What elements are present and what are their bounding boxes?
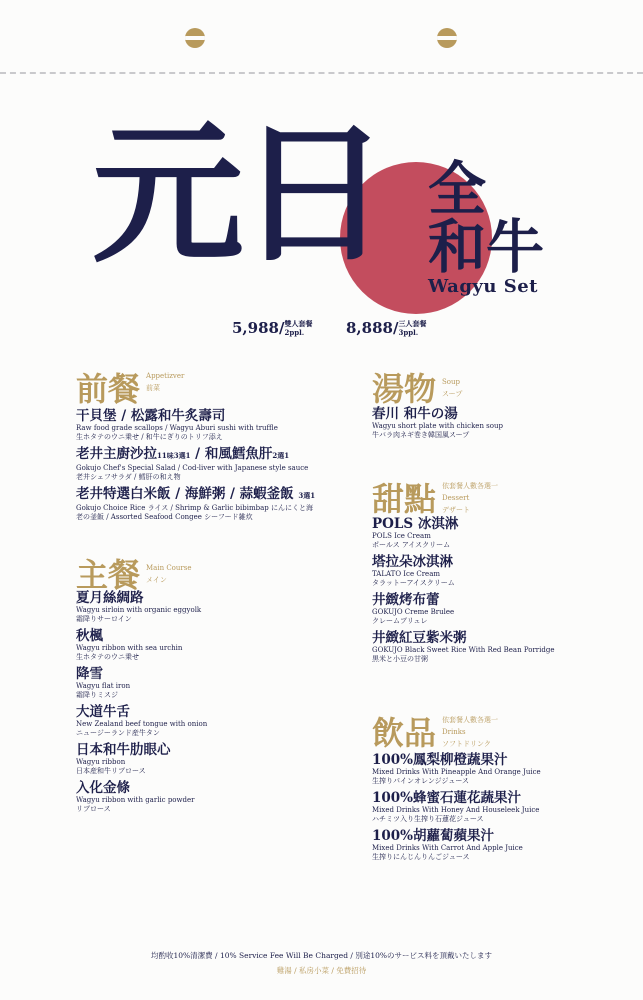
item-name: 夏月絲綢路	[76, 590, 144, 606]
list-item	[76, 486, 315, 522]
section-header-drinks	[372, 708, 498, 754]
section-title: 飲品	[372, 714, 437, 752]
section-en-label: Soup	[442, 378, 461, 386]
item-name: 塔拉朵冰淇淋	[372, 554, 453, 570]
section-en-label: Appetizver	[146, 372, 185, 380]
list-item	[372, 516, 555, 550]
list-item	[372, 592, 555, 626]
price-amount: 5,988/	[232, 319, 285, 337]
section-jp-label: スープ	[442, 390, 463, 398]
section-en-label: Dessert	[442, 494, 470, 502]
section-en	[146, 370, 184, 394]
item-desc-jp: 老の釜飯 / Assorted Seafood Congee シーフード雑炊	[76, 513, 253, 521]
item-desc-en: Wagyu flat iron	[76, 682, 131, 690]
section-title: 甜點	[372, 480, 437, 518]
section-en	[442, 714, 498, 750]
item-desc-jp: タラットーアイスクリーム	[372, 579, 455, 587]
item-desc-en: New Zealand beef tongue with onion	[76, 720, 208, 728]
item-name: 入化金條	[76, 780, 130, 796]
section-jp-label: 前菜	[146, 384, 161, 392]
main-title: 元日	[92, 104, 384, 283]
item-desc-jp: クレームブリュレ	[372, 617, 428, 625]
section-header-dessert	[372, 474, 498, 520]
section-en-label: Main Course	[146, 564, 192, 572]
item-desc-jp: 日本産和牛リブロース	[76, 767, 146, 775]
section-title: 前餐	[76, 370, 141, 408]
list-item	[372, 752, 541, 786]
item-desc-jp: 生搾りにんじんりんごジュース	[372, 853, 470, 861]
list-item	[76, 666, 207, 700]
item-name: 降雪	[76, 666, 103, 682]
list-item	[372, 790, 541, 824]
price-unit	[284, 319, 312, 337]
item-desc-jp: ニュージーランド産牛タン	[76, 729, 160, 737]
section-jp-label: ソフトドリンク	[442, 740, 491, 748]
list-item	[76, 628, 207, 662]
item-desc-jp: 霜降りサーロイン	[76, 615, 132, 623]
sub-title	[428, 155, 545, 281]
item-desc-en: Raw food grade scallops / Wagyu Aburi sushi with truffle	[76, 424, 278, 432]
hanger-dot-left	[185, 28, 205, 48]
item-desc-jp: ポールス アイスクリーム	[372, 541, 451, 549]
item-desc-en: Mixed Drinks With Carrot And Apple Juice	[372, 844, 523, 852]
price-label-en: 2ppl.	[284, 328, 305, 337]
item-desc-jp: 生搾りパインオレンジジュース	[372, 777, 469, 785]
dessert-list	[372, 516, 555, 668]
item-name: 100%胡蘿蔔蘋果汁	[372, 828, 495, 844]
item-desc-jp: 生ホタテのウニ乗せ	[76, 653, 139, 661]
item-desc-en: GOKUJO Creme Brulee	[372, 608, 455, 616]
item-desc-jp: 黒米と小豆の甘粥	[372, 655, 428, 663]
item-desc-en: TALATO Ice Cream	[372, 570, 441, 578]
list-item	[372, 630, 555, 664]
list-item	[76, 742, 207, 776]
section-note-label: 依套餐人數各選一	[442, 716, 499, 724]
item-name: 春川 和牛の湯	[372, 406, 458, 422]
list-item	[372, 828, 541, 862]
item-name-part1: 老井特選白米飯 / 海鮮粥 / 蒜蝦釜飯	[76, 486, 294, 502]
footer-service-fee: 均酌收10%清潔費 / 10% Service Fee Will Be Charged / 別途10%のサービス料を頂戴いたします	[150, 951, 492, 960]
footer-complimentary: 雞湯 / 私房小菜 / 免費招待	[276, 966, 367, 975]
item-desc-jp: 生ホタテのウニ乗せ / 和牛にぎりのトリフ添え	[76, 433, 223, 441]
drinks-list	[372, 752, 541, 866]
section-title: 湯物	[372, 370, 437, 408]
item-desc-en: GOKUJO Black Sweet Rice With Red Bean Porridge	[372, 646, 555, 654]
english-title: Wagyu Set	[428, 276, 538, 297]
list-item	[372, 406, 503, 440]
item-desc-en: Gokujo Choice Rice ライス / Shrimp & Garlic bibimbap にんにくと海	[76, 504, 313, 512]
section-header-soup	[372, 364, 462, 410]
price-unit	[398, 319, 426, 337]
item-desc-en: Wagyu ribbon with garlic powder	[76, 796, 195, 804]
item-name: 井緻紅豆紫米粥	[372, 630, 467, 646]
item-desc-jp: 老井シェフサラダ / 鱈肝の和え物	[76, 473, 181, 481]
price-label-en: 3ppl.	[398, 328, 419, 337]
item-desc-en: Mixed Drinks With Pineapple And Orange Juice	[372, 768, 541, 776]
item-name-part1: 老井主廚沙拉	[76, 446, 157, 462]
section-en	[442, 376, 462, 400]
section-jp-label: メイン	[146, 576, 167, 584]
item-name-part2: / 和風鱈魚肝	[190, 446, 273, 462]
item-name	[76, 446, 315, 464]
dashed-divider	[0, 72, 643, 74]
list-item	[372, 554, 555, 588]
item-note: 11味3選1	[157, 451, 191, 460]
item-desc-en: Wagyu sirloin with organic eggyolk	[76, 606, 202, 614]
item-name: 秋楓	[76, 628, 103, 644]
section-title: 主餐	[76, 556, 141, 594]
item-name: 日本和牛肋眼心	[76, 742, 171, 758]
soup-list	[372, 406, 503, 444]
main-list	[76, 590, 207, 818]
item-desc-en: POLS Ice Cream	[372, 532, 431, 540]
section-note-label: 依套餐人數各選一	[442, 482, 499, 490]
item-note2: 2選1	[272, 451, 290, 460]
item-name: 100%蜂蜜石蓮花蔬果汁	[372, 790, 522, 806]
section-en	[442, 480, 498, 516]
item-name: 100%鳳梨柳橙蔬果汁	[372, 752, 508, 768]
sub-title-line2: 和牛	[428, 213, 545, 281]
item-name: 井緻烤布蕾	[372, 592, 440, 608]
price-label-zh: 雙人套餐	[284, 319, 313, 328]
item-desc-en: Wagyu ribbon	[76, 758, 126, 766]
item-desc-en: Gokujo Chef's Special Salad / Cod-liver with Japanese style sauce	[76, 464, 309, 472]
list-item	[76, 780, 207, 814]
item-name: POLS 冰淇淋	[372, 516, 459, 532]
price-2ppl	[232, 318, 312, 337]
section-header-appetizer	[76, 364, 184, 410]
item-desc-jp: ハチミツ入り生搾り石蓮花ジュース	[372, 815, 484, 823]
list-item	[76, 408, 315, 442]
appetizer-list	[76, 408, 315, 526]
item-note: 3選1	[298, 491, 316, 500]
hanger-dot-right	[437, 28, 457, 48]
item-desc-en: Wagyu short plate with chicken soup	[372, 422, 503, 430]
item-desc-jp: 霜降りミスジ	[76, 691, 118, 699]
sub-title-line1: 全	[428, 155, 487, 223]
price-amount: 8,888/	[346, 319, 399, 337]
price-label-zh: 三人套餐	[398, 319, 427, 328]
item-desc-en: Wagyu ribbon with sea urchin	[76, 644, 183, 652]
section-en-label: Drinks	[442, 728, 466, 736]
item-desc-en: Mixed Drinks With Honey And Houseleek Juice	[372, 806, 540, 814]
item-desc-jp: 牛バラ肉ネギ巻き韓国風スープ	[372, 431, 470, 439]
list-item	[76, 590, 207, 624]
section-jp-label: デザート	[442, 506, 471, 514]
item-name	[76, 486, 315, 504]
price-3ppl	[346, 318, 426, 337]
item-name: 大道牛舌	[76, 704, 130, 720]
section-en	[146, 562, 191, 586]
list-item	[76, 446, 315, 482]
list-item	[76, 704, 207, 738]
item-desc-jp: リブロース	[76, 805, 111, 813]
item-name: 干貝堡 / 松露和牛炙壽司	[76, 408, 226, 424]
